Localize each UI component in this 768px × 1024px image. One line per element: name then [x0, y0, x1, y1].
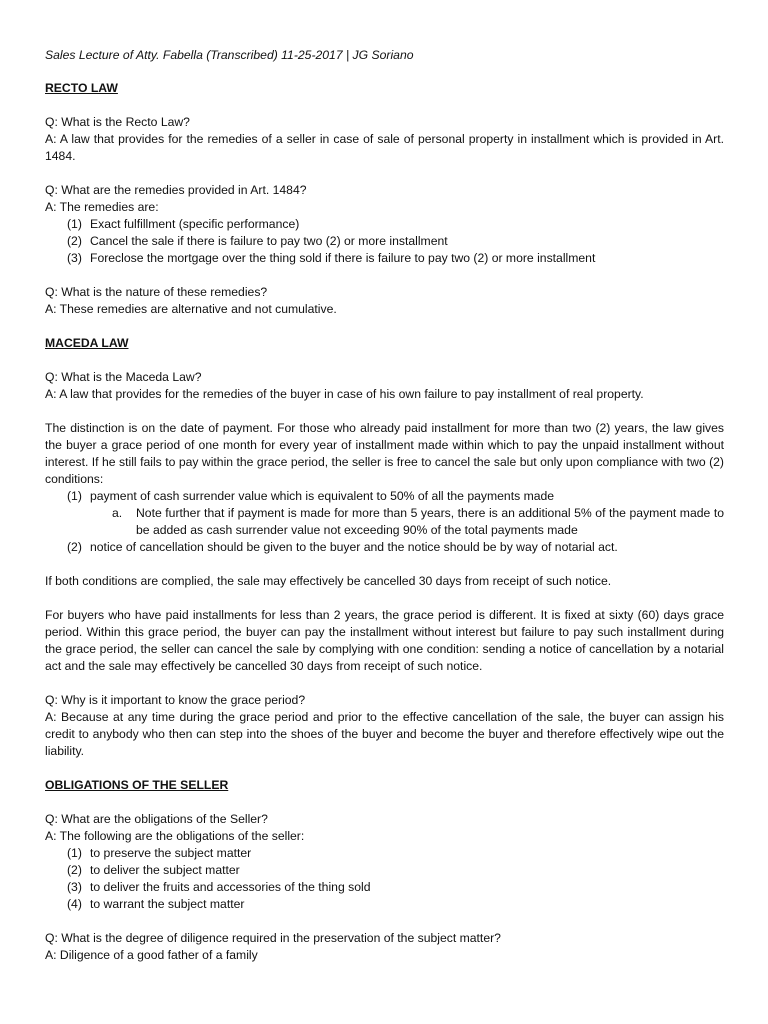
maceda-sub-list — [90, 505, 724, 539]
list-item — [45, 216, 724, 233]
maceda-conditions-list — [45, 488, 724, 556]
list-item — [45, 250, 724, 267]
list-item — [45, 539, 724, 556]
maceda-answer-2: A: Because at any time during the grace period and prior to the effective cancellation of the sale, the buyer can assign his credit to anybody who then can step into the shoes of the buyer and become the buyer and therefore effectively wipe out the liability. — [45, 710, 724, 758]
seller-answer-1: A: The following are the obligations of the seller: — [45, 829, 305, 843]
list-marker: (4) — [67, 897, 82, 911]
recto-question-3: Q: What is the nature of these remedies? — [45, 285, 268, 299]
list-marker: a. — [112, 506, 123, 520]
recto-answer-2: A: The remedies are: — [45, 200, 159, 214]
list-marker: (2) — [67, 540, 82, 554]
list-marker: (1) — [67, 846, 82, 860]
maceda-distinction — [45, 420, 724, 556]
recto-qa-2 — [45, 182, 724, 267]
list-item — [45, 845, 724, 862]
list-marker: (2) — [67, 234, 82, 248]
list-item — [45, 879, 724, 896]
seller-obligations-list — [45, 845, 724, 913]
maceda-qa-2 — [45, 692, 724, 760]
maceda-paragraph-3: For buyers who have paid installments for less than 2 years, the grace period is different. It is fixed at sixty (60) days grace period. Within this grace period, the buyer can pay the installment without interest but failure to pay such installment during the grace period, the seller can cancel the sale by complying with one condition: sending a notice of cancellation by a notarial act and the sale may effectively be cancelled 30 days from receipt of such notice. — [45, 608, 724, 673]
recto-answer-1: A: A law that provides for the remedies of a seller in case of sale of personal property in installment which is provided in Art. 1484. — [45, 132, 724, 163]
recto-remedies-list — [45, 216, 724, 267]
maceda-qa-1 — [45, 369, 724, 403]
list-item-text: to preserve the subject matter — [90, 846, 252, 860]
maceda-question-2: Q: Why is it important to know the grace period? — [45, 693, 306, 707]
maceda-question-1: Q: What is the Maceda Law? — [45, 370, 202, 384]
recto-law-heading: RECTO LAW — [45, 81, 118, 95]
list-item — [45, 862, 724, 879]
list-item — [90, 505, 724, 539]
list-marker: (2) — [67, 863, 82, 877]
seller-qa-2 — [45, 930, 724, 964]
seller-qa-1 — [45, 811, 724, 913]
seller-question-2: Q: What is the degree of diligence required in the preservation of the subject matter? — [45, 931, 501, 945]
list-item-text: notice of cancellation should be given to the buyer and the notice should be by way of notarial act. — [90, 540, 618, 554]
seller-question-1: Q: What are the obligations of the Seller? — [45, 812, 268, 826]
seller-obligations-heading: OBLIGATIONS OF THE SELLER — [45, 778, 229, 792]
list-marker: (3) — [67, 251, 82, 265]
recto-answer-3: A: These remedies are alternative and not cumulative. — [45, 302, 337, 316]
recto-question-1: Q: What is the Recto Law? — [45, 115, 190, 129]
list-marker: (1) — [67, 217, 82, 231]
maceda-paragraph-2: If both conditions are complied, the sale may effectively be cancelled 30 days from receipt of such notice. — [45, 574, 612, 588]
list-item-text: Cancel the sale if there is failure to pay two (2) or more installment — [90, 234, 448, 248]
list-item — [45, 896, 724, 913]
list-item-text: Foreclose the mortgage over the thing sold if there is failure to pay two (2) or more installment — [90, 251, 596, 265]
maceda-paragraph-1: The distinction is on the date of payment. For those who already paid installment for more than two (2) years, the law gives the buyer a grace period of one month for every year of installment made within which to pay the unpaid installment without interest. If he still fails to pay within the grace period, the seller is free to cancel the sale but only upon compliance with two (2) conditions: — [45, 421, 724, 486]
list-marker: (3) — [67, 880, 82, 894]
list-marker: (1) — [67, 489, 82, 503]
list-item — [45, 233, 724, 250]
document-header: Sales Lecture of Atty. Fabella (Transcribed) 11-25-2017 | JG Soriano — [45, 48, 414, 62]
list-item-text: to warrant the subject matter — [90, 897, 245, 911]
list-item-text: to deliver the fruits and accessories of the thing sold — [90, 880, 371, 894]
recto-qa-1 — [45, 114, 724, 165]
maceda-law-heading: MACEDA LAW — [45, 336, 129, 350]
maceda-answer-1: A: A law that provides for the remedies of the buyer in case of his own failure to pay installment of real property. — [45, 387, 644, 401]
list-item-text: Note further that if payment is made for more than 5 years, there is an additional 5% of the payment made to be added as cash surrender value not exceeding 90% of the total payments made — [136, 506, 724, 537]
list-item-text: Exact fulfillment (specific performance) — [90, 217, 300, 231]
recto-qa-3 — [45, 284, 724, 318]
recto-question-2: Q: What are the remedies provided in Art. 1484? — [45, 183, 307, 197]
list-item-text: to deliver the subject matter — [90, 863, 240, 877]
list-item-text: payment of cash surrender value which is equivalent to 50% of all the payments made — [90, 489, 555, 503]
seller-answer-2: A: Diligence of a good father of a family — [45, 948, 258, 962]
list-item — [45, 488, 724, 539]
